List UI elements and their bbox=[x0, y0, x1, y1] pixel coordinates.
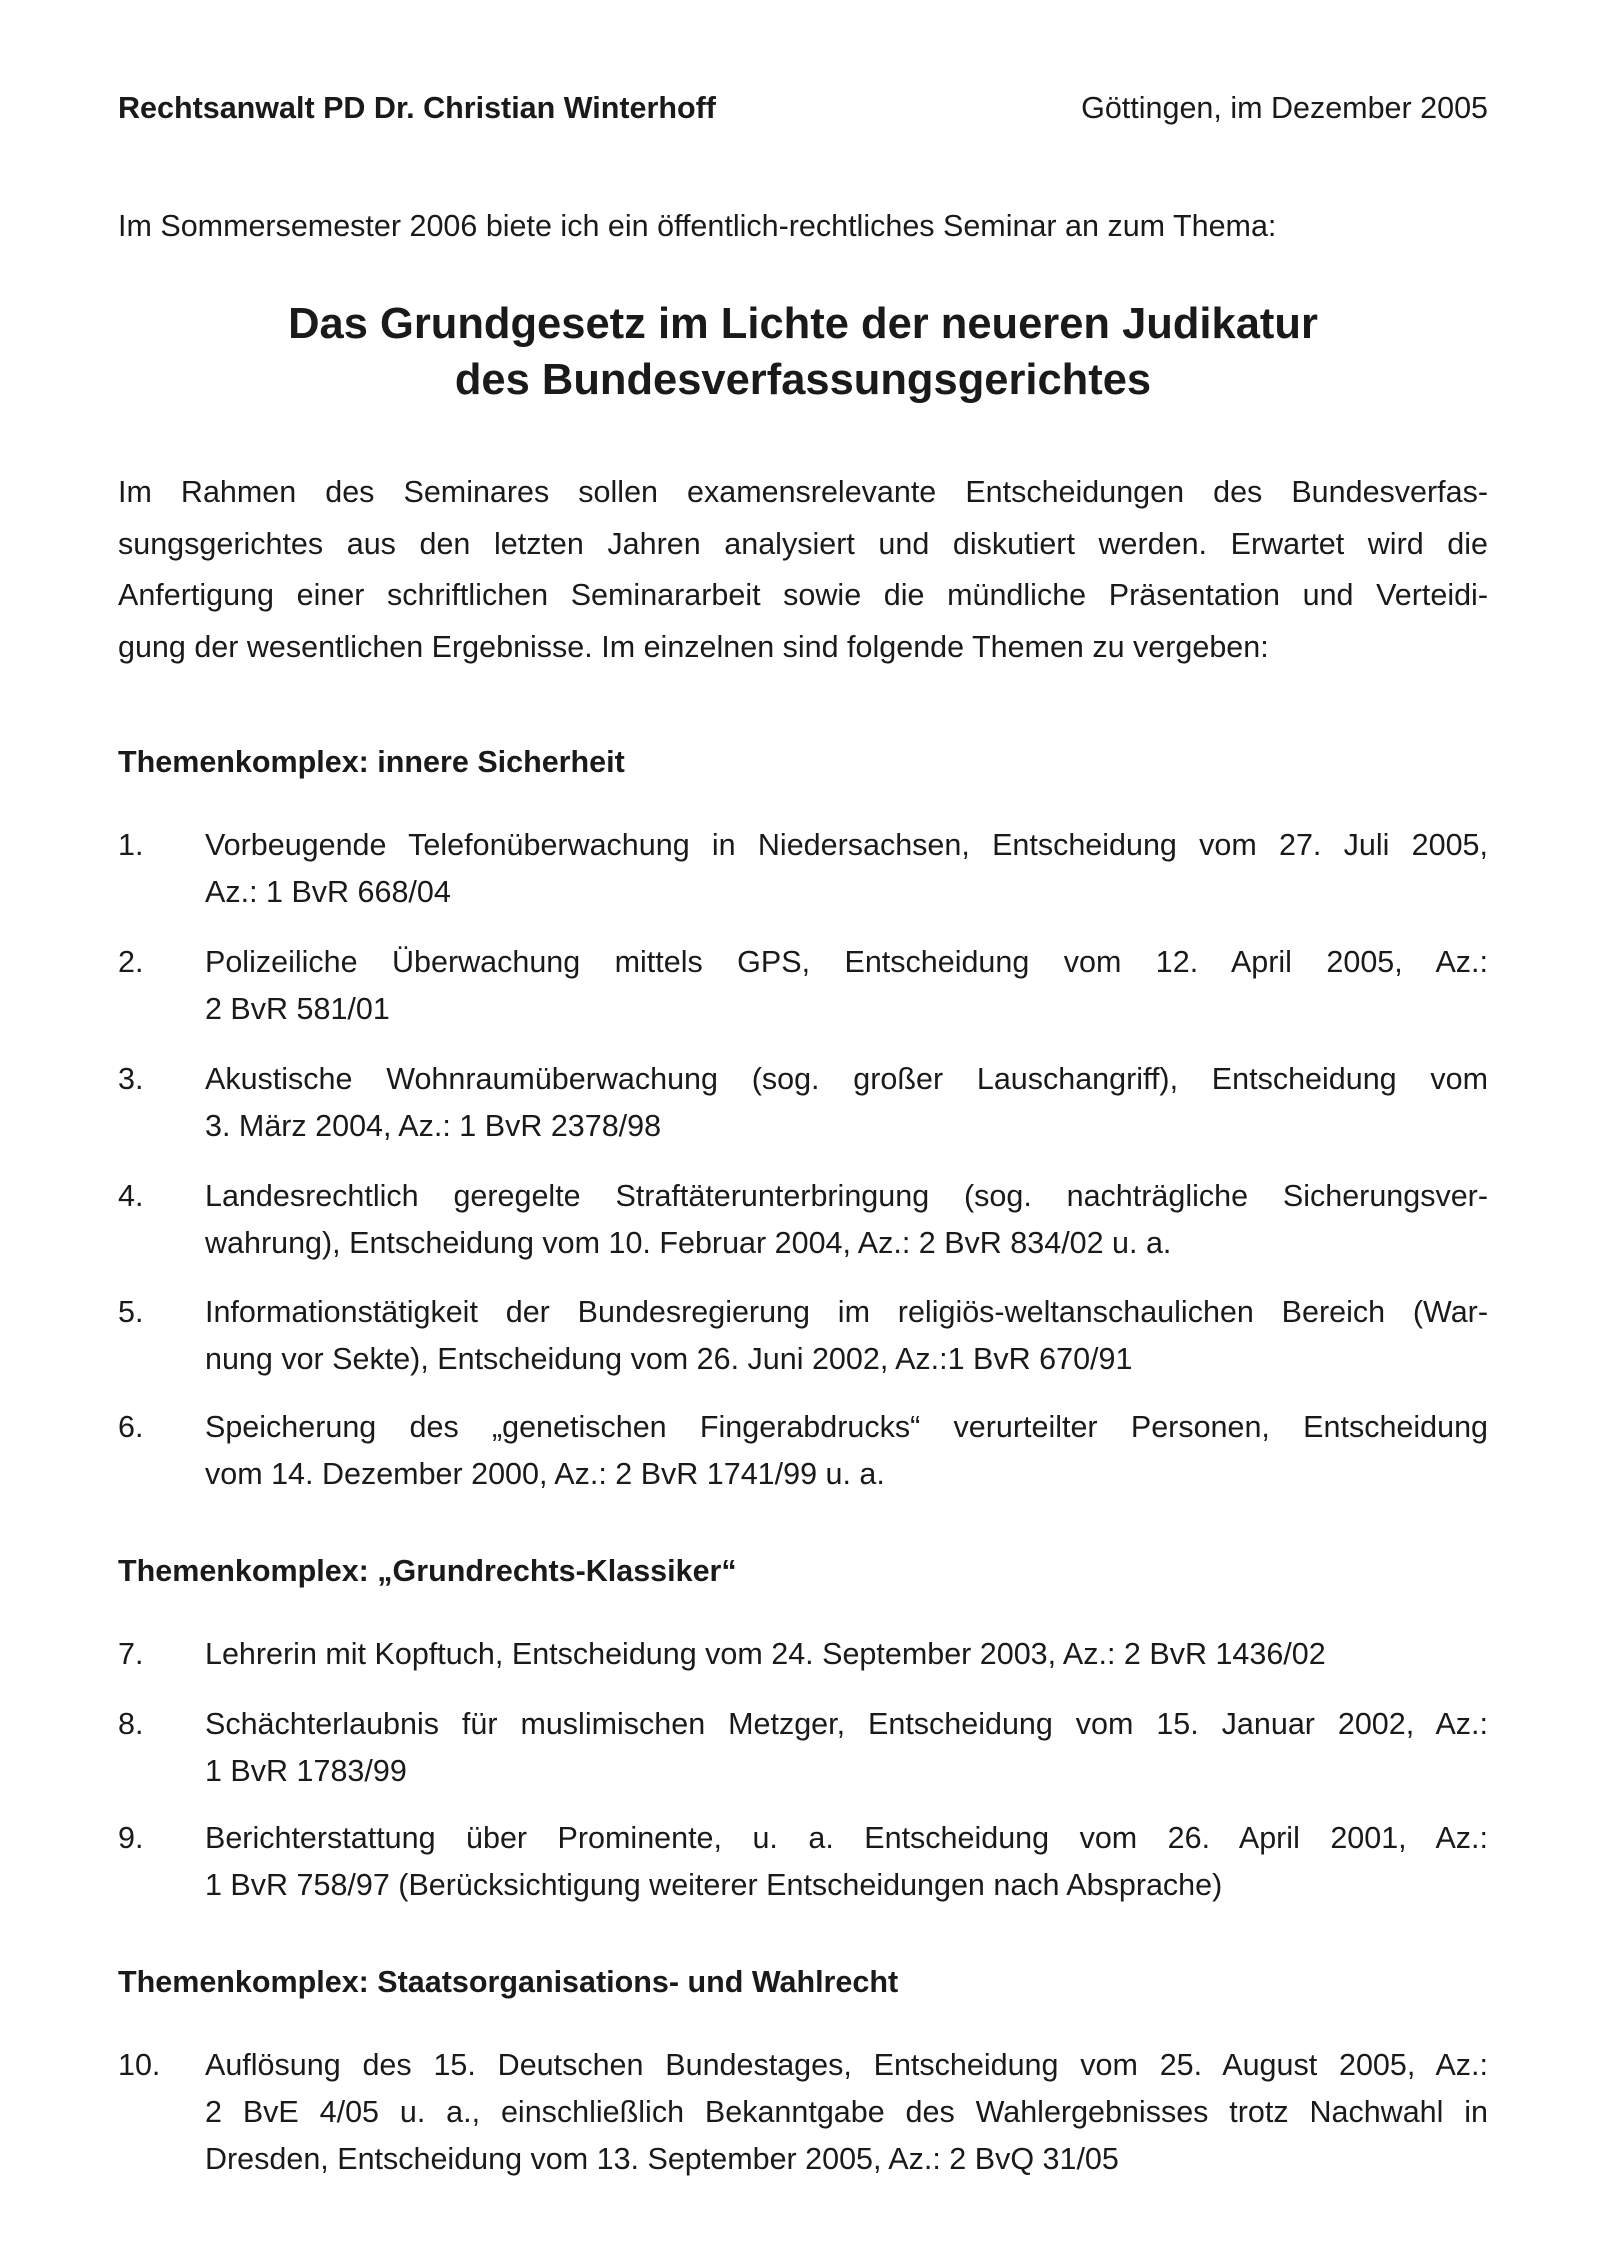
topic-text bbox=[205, 1701, 1488, 1795]
topic-line: Speicherung des „genetischen Fingerabdrucks“ verurteilter Personen, Entscheidung bbox=[205, 1410, 1488, 1444]
topic-line: Auflösung des 15. Deutschen Bundestages, Entscheidung vom 25. August 2005, Az.: bbox=[205, 2048, 1488, 2082]
topic-number: 1. bbox=[118, 828, 144, 862]
topic-text bbox=[205, 1404, 1488, 1498]
topic-number: 8. bbox=[118, 1707, 144, 1741]
topic-text bbox=[205, 2042, 1488, 2183]
section-heading: Themenkomplex: „Grundrechts-Klassiker“ bbox=[118, 1554, 737, 1588]
topic-line: Lehrerin mit Kopftuch, Entscheidung vom 24. September 2003, Az.: 2 BvR 1436/02 bbox=[205, 1637, 1326, 1671]
topic-line: Informationstätigkeit der Bundesregierung im religiös-weltanschaulichen Bereich (War- bbox=[205, 1295, 1488, 1329]
topic-text bbox=[205, 822, 1488, 916]
topic-number: 4. bbox=[118, 1179, 144, 1213]
topic-text bbox=[205, 1815, 1488, 1909]
topic-text bbox=[205, 1289, 1488, 1383]
description-line: gung der wesentlichen Ergebnisse. Im einzelnen sind folgende Themen zu vergeben: bbox=[118, 630, 1269, 665]
topic-line: 1 BvR 1783/99 bbox=[205, 1754, 407, 1788]
topic-text bbox=[205, 1056, 1488, 1150]
topic-text bbox=[205, 939, 1488, 1033]
topic-line: Schächterlaubnis für muslimischen Metzger, Entscheidung vom 15. Januar 2002, Az.: bbox=[205, 1707, 1488, 1741]
topic-line: Dresden, Entscheidung vom 13. September 2005, Az.: 2 BvQ 31/05 bbox=[205, 2142, 1119, 2176]
topic-line: wahrung), Entscheidung vom 10. Februar 2004, Az.: 2 BvR 834/02 u. a. bbox=[205, 1226, 1172, 1260]
seminar-title bbox=[118, 296, 1488, 408]
topic-text bbox=[205, 1631, 1488, 1678]
topic-number: 6. bbox=[118, 1410, 144, 1444]
seminar-title-line: des Bundesverfassungsgerichtes bbox=[454, 356, 1152, 404]
topic-line: vom 14. Dezember 2000, Az.: 2 BvR 1741/99 u. a. bbox=[205, 1457, 885, 1491]
topic-line: 2 BvE 4/05 u. a., einschließlich Bekanntgabe des Wahlergebnisses trotz Nachwahl in bbox=[205, 2095, 1488, 2129]
topic-line: Akustische Wohnraumüberwachung (sog. großer Lauschangriff), Entscheidung vom bbox=[205, 1062, 1488, 1096]
topic-line: Polizeiliche Überwachung mittels GPS, Entscheidung vom 12. April 2005, Az.: bbox=[205, 945, 1488, 979]
seminar-title-line: Das Grundgesetz im Lichte der neueren Judikatur bbox=[288, 300, 1318, 348]
seminar-description bbox=[118, 467, 1488, 674]
topic-number: 3. bbox=[118, 1062, 144, 1096]
intro-text: Im Sommersemester 2006 biete ich ein öffentlich-rechtliches Seminar an zum Thema: bbox=[118, 209, 1277, 243]
topic-line: Landesrechtlich geregelte Straftäterunterbringung (sog. nachträgliche Sicherungsver- bbox=[205, 1179, 1488, 1213]
topic-number: 7. bbox=[118, 1637, 144, 1671]
topic-line: 3. März 2004, Az.: 1 BvR 2378/98 bbox=[205, 1109, 662, 1143]
topic-text bbox=[205, 1173, 1488, 1267]
letter-header bbox=[118, 88, 1488, 128]
topic-number: 5. bbox=[118, 1295, 144, 1329]
topic-line: Vorbeugende Telefonüberwachung in Niedersachsen, Entscheidung vom 27. Juli 2005, bbox=[205, 828, 1488, 862]
topic-line: Berichterstattung über Prominente, u. a. Entscheidung vom 26. April 2001, Az.: bbox=[205, 1821, 1488, 1855]
section-heading: Themenkomplex: Staatsorganisations- und Wahlrecht bbox=[118, 1965, 899, 1999]
topic-line: 2 BvR 581/01 bbox=[205, 992, 390, 1026]
description-line: Im Rahmen des Seminares sollen examensrelevante Entscheidungen des Bundesverfas- bbox=[118, 475, 1488, 509]
topic-line: Az.: 1 BvR 668/04 bbox=[205, 875, 451, 909]
section-heading: Themenkomplex: innere Sicherheit bbox=[118, 745, 625, 779]
place-date: Göttingen, im Dezember 2005 bbox=[1081, 91, 1488, 125]
author-name: Rechtsanwalt PD Dr. Christian Winterhoff bbox=[118, 91, 716, 125]
topic-line: 1 BvR 758/97 (Berücksichtigung weiterer Entscheidungen nach Absprache) bbox=[205, 1868, 1223, 1902]
description-line: Anfertigung einer schriftlichen Seminararbeit sowie die mündliche Präsentation und Verteidi- bbox=[118, 578, 1488, 613]
topic-line: nung vor Sekte), Entscheidung vom 26. Juni 2002, Az.:1 BvR 670/91 bbox=[205, 1342, 1133, 1376]
topic-number: 2. bbox=[118, 945, 144, 979]
description-line: sungsgerichtes aus den letzten Jahren analysiert und diskutiert werden. Erwartet wird die bbox=[118, 526, 1488, 561]
topic-number: 9. bbox=[118, 1821, 144, 1855]
topic-number: 10. bbox=[118, 2048, 161, 2082]
